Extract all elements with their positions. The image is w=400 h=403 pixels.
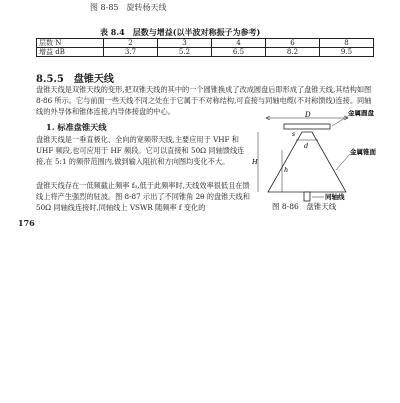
running-header: 图 8-85 旋转杨天线 — [90, 3, 167, 12]
label-h: h — [284, 166, 289, 174]
table-cell: 6 — [266, 39, 320, 48]
gain-table — [36, 38, 374, 57]
table-row — [37, 48, 374, 57]
body-paragraph: 盘锥天线是一垂直极化、全向的宽频带天线,主要应用于 VHF 和 UHF 频段,也可应用于 HF 频段。它可以直接和 50Ω 同轴馈线连接,在 5:1 的频带范围内,做到输入阻抗和方向图均变化不大。 — [36, 135, 245, 166]
leader-line — [332, 116, 348, 126]
metal-cone — [268, 132, 346, 192]
table-cell: 9.5 — [320, 48, 374, 57]
coax-feed — [304, 192, 310, 201]
label-D: D — [305, 111, 311, 119]
metal-disk — [284, 124, 330, 129]
label-d: d — [304, 142, 309, 150]
table-row — [37, 39, 374, 48]
section-heading: 8.5.5 盘锥天线 — [36, 74, 114, 85]
table-cell: 6.5 — [212, 48, 266, 57]
page-number: 176 — [18, 218, 35, 228]
label-coax: 同轴线 — [325, 193, 345, 201]
label-cone: 金属锥面 — [350, 148, 376, 156]
table-cell: 3.7 — [104, 48, 158, 57]
table-cell: 8.2 — [266, 48, 320, 57]
label-s: s — [292, 131, 296, 138]
table-cell: 4 — [212, 39, 266, 48]
table-cell: 8 — [320, 39, 374, 48]
table-row-label: 层数 N — [37, 39, 104, 48]
figure-caption: 图 8-86 盘锥天线 — [272, 202, 337, 211]
table-caption: 表 8.4 层数与增益(以半波对称振子为参考) — [100, 27, 261, 37]
subheading: 1. 标准盘锥天线 — [46, 122, 107, 132]
table-row-label: 增益 dB — [37, 48, 104, 57]
intro-paragraph: 盘锥天线是双锥天线的变形,把双锥天线的其中的一个圆锥换成了改成圆盘后即形成了盘锥天线,其结构如图 8-86 所示。它与前面一些天线不同之处在于它属于不对称结构,可直接与同轴电缆(不对称馈线)连接。同轴线的外导体和锥体连接,内导体接盘的中心。 — [36, 85, 372, 116]
table-cell: 3 — [158, 39, 212, 48]
disc-cone-antenna-diagram — [252, 110, 398, 202]
label-H: H — [252, 158, 258, 166]
table-cell: 5.2 — [158, 48, 212, 57]
body-paragraph: 盘锥天线存在一低频截止频率 f₀,低于此频率时,天线效率很低且在馈线上将产生强烈的驻波。图 8-87 示出了不同锥角 2θ 的盘锥天线和 50Ω 同轴线连接时,同轴线上 VSWR 随频率 f 变化的 — [36, 181, 250, 212]
label-disk: 金属圆盘 — [348, 110, 374, 117]
leader-line — [336, 154, 350, 170]
table-cell: 2 — [104, 39, 158, 48]
